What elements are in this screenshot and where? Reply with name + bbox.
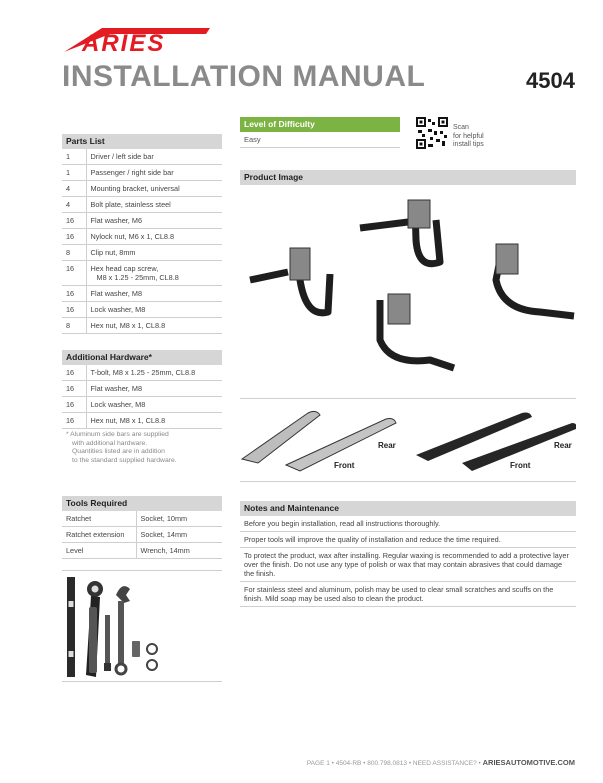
part-row	[62, 286, 222, 302]
part-desc: Passenger / right side bar	[86, 165, 222, 181]
part-qty: 16	[62, 413, 86, 429]
tool-row	[62, 543, 222, 559]
part-qty: 8	[62, 245, 86, 261]
document-number: 4504	[526, 68, 575, 93]
parts-table	[62, 149, 222, 334]
part-qty: 1	[62, 165, 86, 181]
label-rear-right: Rear	[554, 441, 572, 450]
part-desc: Flat washer, M8	[86, 381, 222, 397]
part-row	[62, 365, 222, 381]
part-row	[62, 318, 222, 334]
side-bars-drawing	[240, 399, 576, 483]
qr-caption-line: for helpful	[453, 132, 484, 140]
part-qty: 16	[62, 397, 86, 413]
aries-logo	[62, 24, 212, 54]
part-qty: 16	[62, 229, 86, 245]
part-row	[62, 229, 222, 245]
part-row	[62, 245, 222, 261]
part-row	[62, 397, 222, 413]
part-qty: 1	[62, 149, 86, 165]
product-image-header: Product Image	[240, 170, 576, 185]
part-row	[62, 165, 222, 181]
part-row	[62, 181, 222, 197]
tools-drawing	[62, 571, 222, 683]
tool-size: Socket, 14mm	[136, 527, 222, 543]
part-desc: Nylock nut, M6 x 1, CL8.8	[86, 229, 222, 245]
additional-hardware	[62, 350, 222, 467]
part-qty: 8	[62, 318, 86, 334]
part-row	[62, 302, 222, 318]
part-qty: 16	[62, 365, 86, 381]
part-desc: Flat washer, M6	[86, 213, 222, 229]
part-desc	[86, 261, 222, 286]
part-qty: 4	[62, 197, 86, 213]
part-desc: Driver / left side bar	[86, 149, 222, 165]
footnote-line: to the standard supplied hardware.	[72, 456, 177, 464]
part-row	[62, 413, 222, 429]
difficulty-box	[240, 117, 400, 148]
footnote-line: Quantities listed are in addition	[72, 448, 165, 455]
part-qty: 16	[62, 213, 86, 229]
part-desc: Mounting bracket, universal	[86, 181, 222, 197]
part-row	[62, 197, 222, 213]
brackets-illustration	[240, 190, 576, 390]
footer-info: PAGE 1 • 4504-RB • 800.798.0813 • NEED ASSISTANCE? •	[306, 760, 481, 767]
tool-row	[62, 511, 222, 527]
difficulty-header: Level of Difficulty	[240, 117, 400, 132]
part-desc-line: Hex head cap screw,	[90, 264, 159, 273]
label-front-right: Front	[510, 461, 531, 470]
part-row	[62, 149, 222, 165]
hardware-footnote	[62, 429, 222, 467]
footnote-line: with additional hardware.	[72, 439, 148, 447]
product-image-section	[240, 170, 576, 185]
parts-list	[62, 134, 222, 334]
tool-row	[62, 527, 222, 543]
part-qty: 4	[62, 181, 86, 197]
side-bars-image	[240, 398, 576, 482]
qr-caption-line: Scan	[453, 124, 469, 131]
notes-section	[240, 501, 576, 607]
parts-list-header: Parts List	[62, 134, 222, 149]
document-title: INSTALLATION MANUAL	[62, 60, 426, 93]
note-paragraph: For stainless steel and aluminum, polish may be used to clear small scratches and scuffs on the finish. Mild soap may be used also to clean the product.	[240, 582, 576, 607]
tools-table	[62, 511, 222, 559]
tool-name: Level	[62, 543, 136, 559]
part-row	[62, 213, 222, 229]
tool-name: Ratchet	[62, 511, 136, 527]
footnote-line: * Aluminum side bars are supplied	[66, 431, 169, 438]
tool-size: Socket, 10mm	[136, 511, 222, 527]
tools-required-header: Tools Required	[62, 496, 222, 511]
part-desc: T-bolt, M8 x 1.25 - 25mm, CL8.8	[86, 365, 222, 381]
part-desc: Hex nut, M8 x 1, CL8.8	[86, 413, 222, 429]
part-desc: Bolt plate, stainless steel	[86, 197, 222, 213]
part-qty: 16	[62, 381, 86, 397]
part-row	[62, 381, 222, 397]
note-paragraph: To protect the product, wax after installing. Regular waxing is recommended to add a protective layer over the finish. Do not use any type of polish or wax that may contain abrasives that could damage the finish.	[240, 548, 576, 582]
notes-header: Notes and Maintenance	[240, 501, 576, 516]
additional-hardware-header: Additional Hardware*	[62, 350, 222, 365]
qr-caption-line: install tips	[453, 141, 484, 148]
tools-illustration	[62, 570, 222, 682]
part-desc: Flat washer, M8	[86, 286, 222, 302]
qr-caption	[453, 124, 484, 150]
part-desc: Clip nut, 8mm	[86, 245, 222, 261]
part-row	[62, 261, 222, 286]
part-desc: Hex nut, M8 x 1, CL8.8	[86, 318, 222, 334]
part-qty: 16	[62, 286, 86, 302]
note-paragraph: Proper tools will improve the quality of installation and reduce the time required.	[240, 532, 576, 548]
part-desc-line: M8 x 1.25 - 25mm, CL8.8	[96, 273, 179, 282]
label-front-left: Front	[334, 461, 355, 470]
part-desc: Lock washer, M8	[86, 397, 222, 413]
svg-text:ARIES: ARIES	[82, 30, 166, 54]
hardware-table	[62, 365, 222, 429]
label-rear-left: Rear	[378, 441, 396, 450]
part-qty: 16	[62, 261, 86, 286]
tools-required	[62, 496, 222, 559]
difficulty-value: Easy	[240, 132, 400, 148]
part-qty: 16	[62, 302, 86, 318]
tool-name: Ratchet extension	[62, 527, 136, 543]
part-desc: Lock washer, M8	[86, 302, 222, 318]
footer-site-link[interactable]: ARIESAUTOMOTIVE.COM	[482, 758, 575, 767]
tool-size: Wrench, 14mm	[136, 543, 222, 559]
page-footer	[307, 758, 575, 767]
qr-code[interactable]	[416, 117, 448, 149]
note-paragraph: Before you begin installation, read all instructions thoroughly.	[240, 516, 576, 532]
